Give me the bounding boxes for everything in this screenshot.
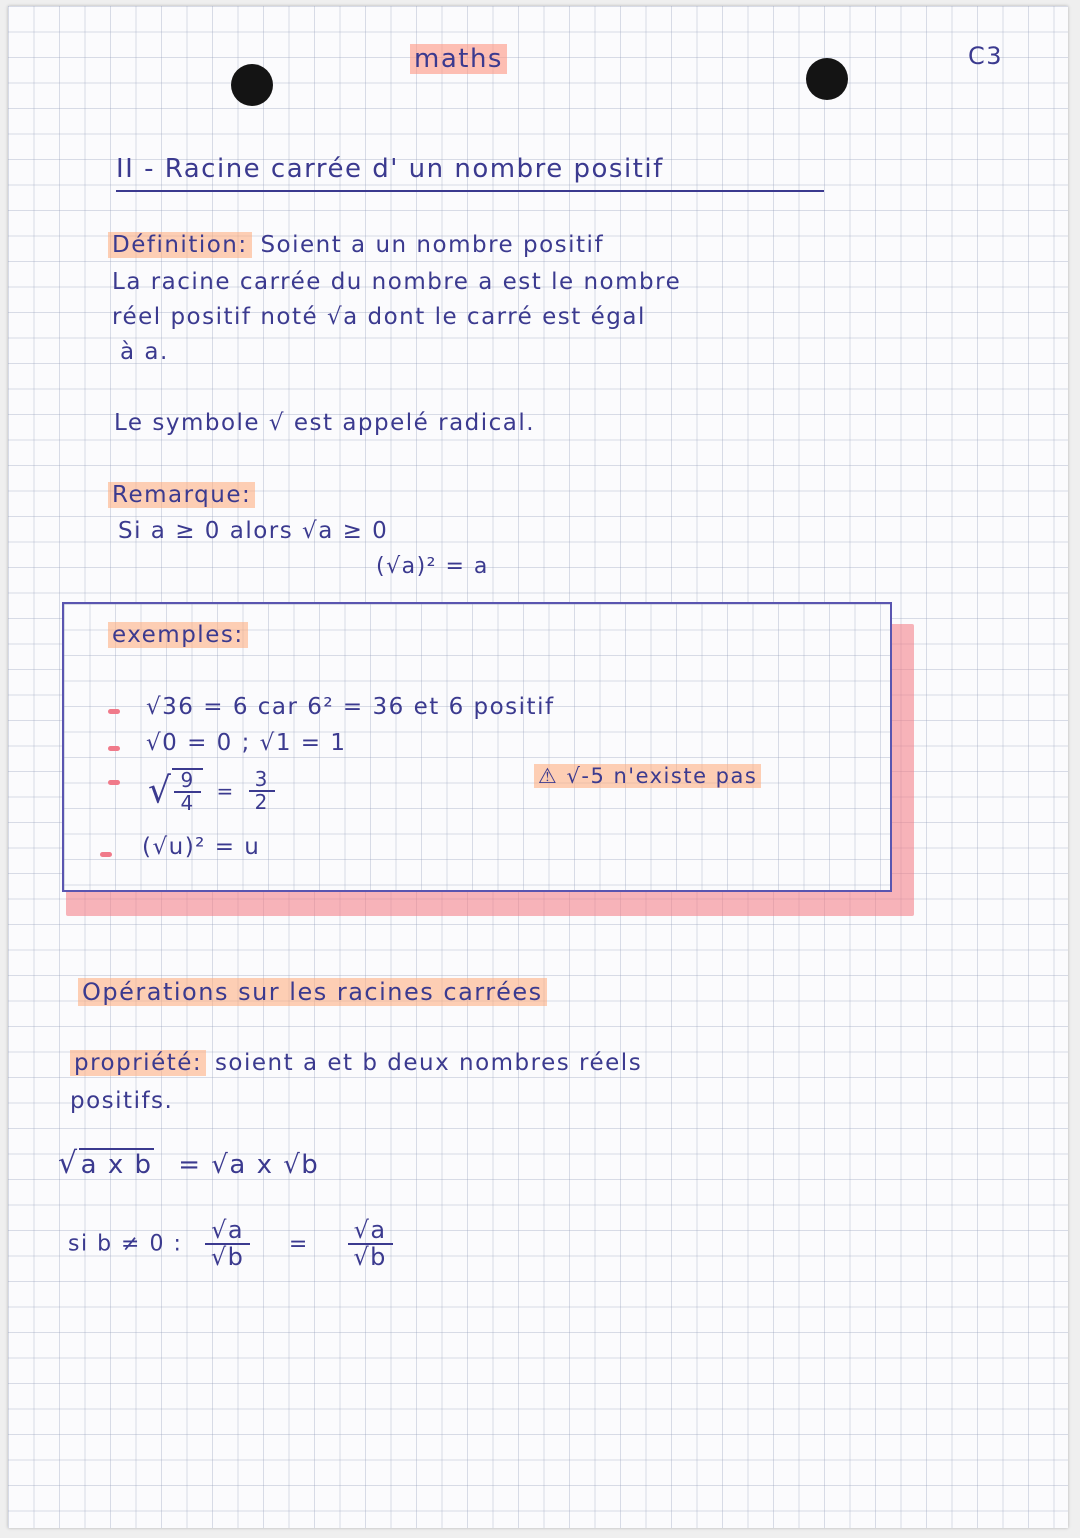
punch-hole-right [806, 58, 848, 100]
bullet-3 [108, 780, 120, 785]
remark-label: Remarque: [108, 482, 255, 508]
example-2: √0 = 0 ; √1 = 1 [146, 730, 347, 756]
symbol-note: Le symbole √ est appelé radical. [114, 410, 536, 436]
formula-product: √a x b = √a x √b [58, 1146, 320, 1181]
bullet-2 [108, 746, 120, 751]
warning-note: ⚠ √-5 n'existe pas [534, 764, 761, 788]
punch-hole-left [231, 64, 273, 106]
property-line-1: propriété: soient a et b deux nombres réels [70, 1050, 642, 1076]
quotient-right: $\frac{√a}{√b}$ [347, 1218, 393, 1270]
example-3-radicand: $\frac{9}{4}$ [172, 768, 202, 814]
bullet-4 [100, 852, 112, 857]
radical-symbol: √ [148, 770, 173, 812]
property-line-2: positifs. [70, 1088, 174, 1114]
subject-title: maths [410, 44, 507, 74]
section-title: II - Racine carrée d' un nombre positif [116, 154, 824, 192]
definition-line-2: La racine carrée du nombre a est le nombre [112, 269, 682, 295]
example-3: √ $\frac{9}{4}$ = $\frac{3}{2}$ [148, 768, 275, 814]
operations-title: Opérations sur les racines carrées [78, 978, 547, 1006]
definition-label: Définition: [108, 232, 252, 258]
formula-quotient: si b ≠ 0 : $\frac{√a}{√b}$ = $\frac{√a}{√b}$ [68, 1218, 393, 1270]
page-code: C3 [968, 42, 1004, 70]
examples-label: exemples: [108, 622, 248, 648]
notebook-page [8, 6, 1068, 1528]
example-1: √36 = 6 car 6² = 36 et 6 positif [146, 694, 555, 720]
quotient-left: $\frac{√a}{√b}$ [205, 1218, 251, 1270]
definition-line-4: à a. [120, 339, 169, 365]
remark-line-2: (√a)² = a [376, 554, 489, 579]
radical-symbol: √ [58, 1146, 79, 1181]
definition-line-1: Définition: Soient a un nombre positif [108, 232, 604, 258]
example-3-result: $\frac{3}{2}$ [249, 769, 275, 813]
definition-line-3: réel positif noté √a dont le carré est égal [112, 304, 646, 330]
remark-line-1: Si a ≥ 0 alors √a ≥ 0 [118, 518, 389, 544]
example-4: (√u)² = u [142, 834, 261, 860]
bullet-1 [108, 709, 120, 714]
